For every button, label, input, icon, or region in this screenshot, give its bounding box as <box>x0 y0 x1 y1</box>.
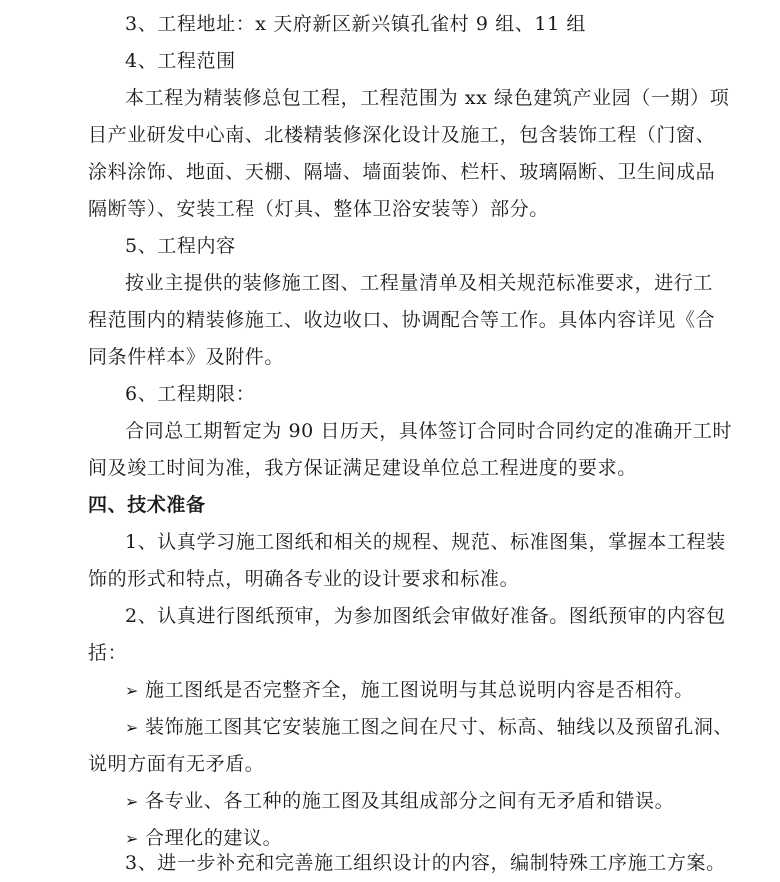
content-paragraph-line-3: 同条件样本》及附件。 <box>88 346 285 368</box>
bullet-item-text: 合理化的建议。 <box>145 827 283 849</box>
arrow-bullet-icon: ➢ <box>125 718 140 737</box>
item-1-line-2: 饰的形式和特点，明确各专业的设计要求和标准。 <box>88 568 520 590</box>
item-3-line-1: 3、进一步补充和完善施工组织设计的内容，编制特殊工序施工方案。 <box>125 852 726 874</box>
duration-paragraph-line-1: 合同总工期暂定为 90 日历天，具体签订合同时合同约定的准确开工时 <box>125 420 733 442</box>
bullet-item-text: 施工图纸是否完整齐全，施工图说明与其总说明内容是否相符。 <box>145 679 694 701</box>
bullet-item-text: 各专业、各工种的施工图及其组成部分之间有无矛盾和错误。 <box>145 790 675 812</box>
duration-heading: 6、工程期限： <box>125 383 256 405</box>
project-address-line: 3、工程地址：x 天府新区新兴镇孔雀村 9 组、11 组 <box>125 13 587 35</box>
content-heading: 5、工程内容 <box>125 235 236 257</box>
item-2-line-2: 括： <box>88 642 128 664</box>
item-1-line-1: 1、认真学习施工图纸和相关的规程、规范、标准图集，掌握本工程装 <box>125 531 726 553</box>
bullet-item-2 <box>125 709 780 746</box>
duration-paragraph-line-2: 间及竣工时间为准，我方保证满足建设单位总工程进度的要求。 <box>88 457 637 479</box>
bullet-item-text: 装饰施工图其它安装施工图之间在尺寸、标高、轴线以及预留孔洞、 <box>145 716 734 738</box>
scope-paragraph-line-3: 涂料涂饰、地面、天棚、隔墙、墙面装饰、栏杆、玻璃隔断、卫生间成品 <box>88 161 716 183</box>
bullet-item-1 <box>125 672 780 709</box>
content-paragraph-line-2: 程范围内的精装修施工、收边收口、协调配合等工作。具体内容详见《合 <box>88 309 716 331</box>
bullet-item-2-continuation: 说明方面有无矛盾。 <box>88 753 265 775</box>
section-heading-technical-preparation: 四、技术准备 <box>88 494 206 516</box>
item-2-line-1: 2、认真进行图纸预审，为参加图纸会审做好准备。图纸预审的内容包 <box>125 605 726 627</box>
arrow-bullet-icon: ➢ <box>125 829 140 848</box>
scope-paragraph-line-2: 目产业研发中心南、北楼精装修深化设计及施工，包含装饰工程（门窗、 <box>88 124 716 146</box>
arrow-bullet-icon: ➢ <box>125 792 140 811</box>
scope-paragraph-line-4: 隔断等）、安装工程（灯具、整体卫浴安装等）部分。 <box>88 198 549 220</box>
bullet-item-3 <box>125 783 780 820</box>
scope-heading: 4、工程范围 <box>125 50 236 72</box>
arrow-bullet-icon: ➢ <box>125 681 140 700</box>
content-paragraph-line-1: 按业主提供的装修施工图、工程量清单及相关规范标准要求，进行工 <box>125 272 714 294</box>
scope-paragraph-line-1: 本工程为精装修总包工程，工程范围为 xx 绿色建筑产业园（一期）项 <box>125 87 730 109</box>
